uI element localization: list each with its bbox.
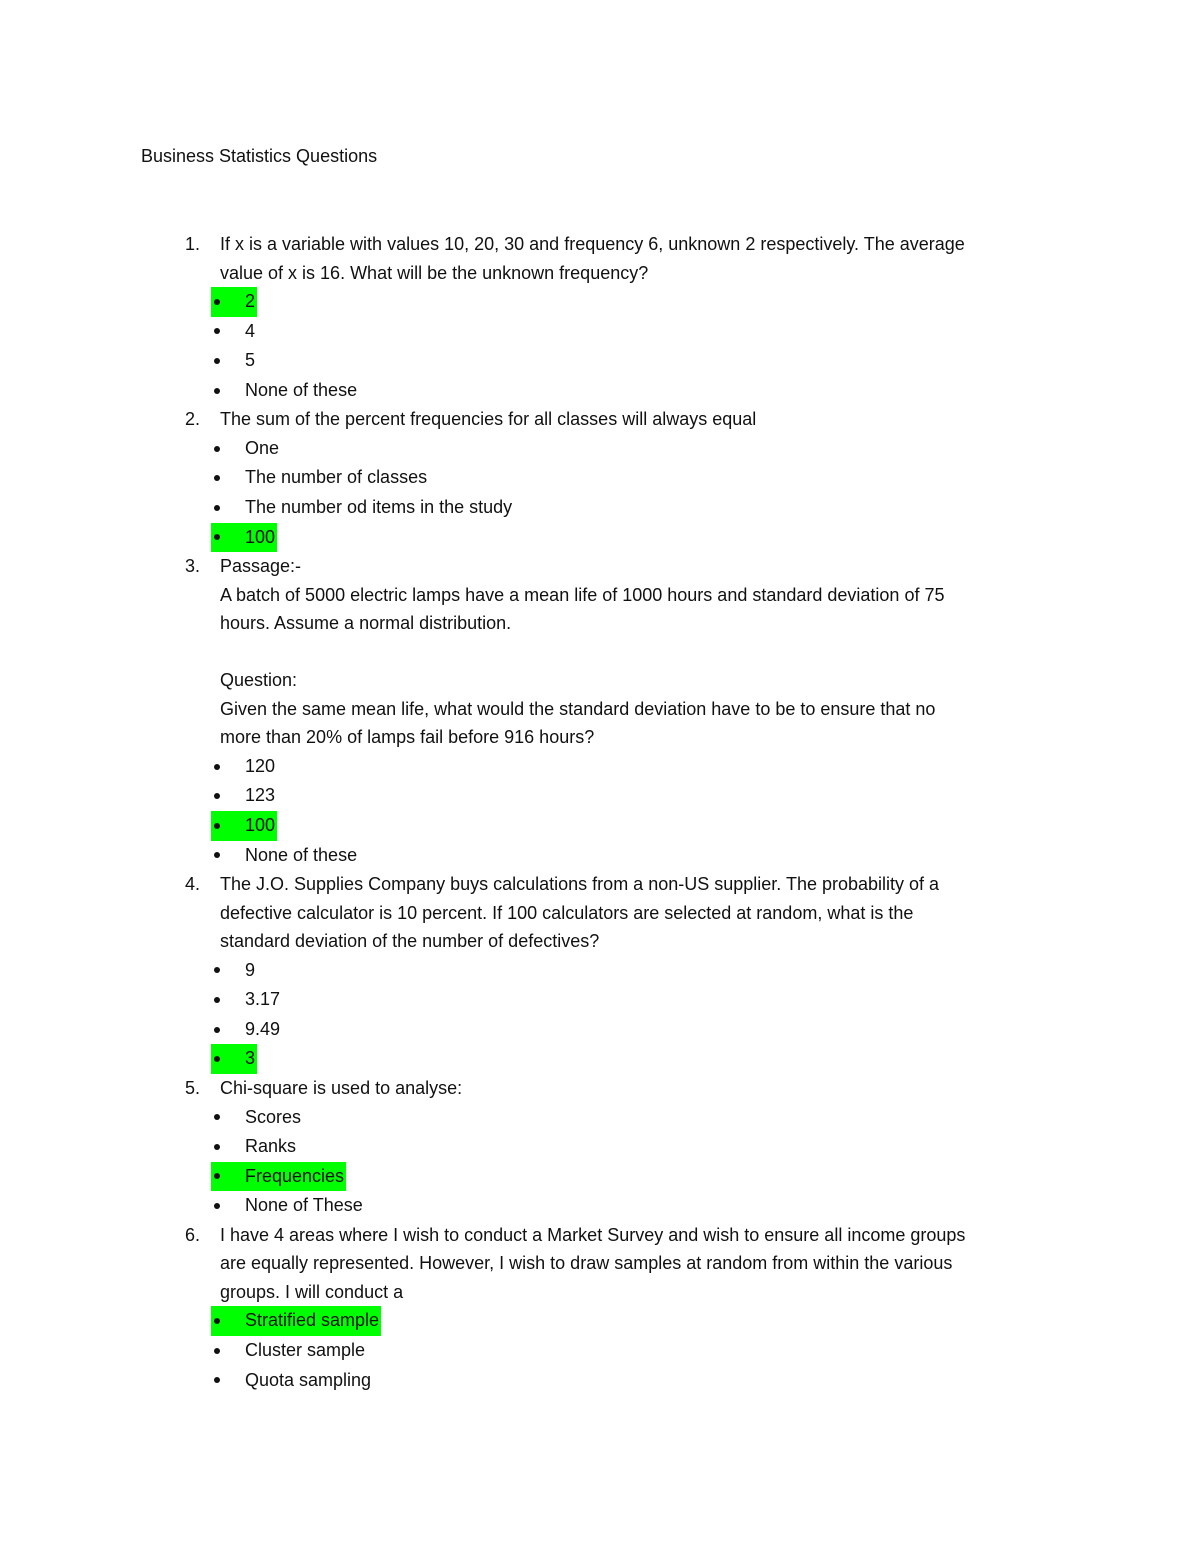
question-6: [141, 1221, 1041, 1395]
bullet-icon: [214, 299, 220, 305]
option-label: Stratified sample: [245, 1310, 380, 1331]
question-number: 4.: [185, 874, 201, 895]
answer-option: [141, 1015, 1041, 1045]
answer-options: [220, 956, 1041, 1074]
question-text-line: groups. I will conduct a: [220, 1281, 404, 1302]
question-text-line: If x is a variable with values 10, 20, 30 and frequency 6, unknown 2 respectively. The average: [220, 234, 965, 254]
option-content: [211, 376, 359, 406]
bullet-icon: [214, 328, 220, 334]
option-label: Cluster sample: [245, 1339, 366, 1360]
option-content: [211, 346, 257, 376]
option-content: [211, 493, 514, 523]
bullet-icon: [214, 997, 220, 1003]
option-label: None of these: [245, 379, 358, 400]
answer-options: [220, 434, 1041, 552]
question-text-line: Given the same mean life, what would the standard deviation have to be to ensure that no: [220, 698, 936, 719]
answer-option: [141, 781, 1041, 811]
answer-option: [141, 841, 1041, 871]
option-content: [211, 841, 359, 871]
option-content: [211, 1336, 367, 1366]
bullet-icon: [214, 388, 220, 394]
bullet-icon: [214, 446, 220, 452]
bullet-icon: [214, 505, 220, 511]
option-content: [211, 1366, 373, 1396]
question-text: [220, 405, 1041, 434]
option-content: [211, 1103, 303, 1133]
question-4: [141, 870, 1041, 1074]
option-label: None of these: [245, 844, 358, 865]
bullet-icon: [214, 1377, 220, 1383]
option-content: [211, 1132, 298, 1162]
question-text-line: I have 4 areas where I wish to conduct a Market Survey and wish to ensure all income groups: [220, 1224, 966, 1245]
question-text-line: Passage:-: [220, 556, 302, 577]
answer-option: [141, 493, 1041, 523]
question-3: [141, 552, 1041, 870]
answer-option-correct: [141, 811, 1041, 841]
option-label: Quota sampling: [245, 1369, 372, 1390]
bullet-icon: [214, 1144, 220, 1150]
bullet-icon: [214, 793, 220, 799]
option-content: [211, 523, 277, 553]
option-label: Scores: [245, 1106, 302, 1127]
option-label: 100: [245, 526, 276, 547]
bullet-icon: [214, 358, 220, 364]
option-label: One: [245, 437, 280, 458]
option-content: [211, 752, 277, 782]
question-text-line: The J.O. Supplies Company buys calculations from a non-US supplier. The probability of a: [220, 874, 940, 895]
option-label: Ranks: [245, 1136, 297, 1157]
question-text: [220, 870, 1041, 956]
question-text-line: more than 20% of lamps fail before 916 hours?: [220, 727, 595, 748]
question-text: [220, 552, 1041, 752]
answer-option: [141, 346, 1041, 376]
bullet-icon: [214, 1027, 220, 1033]
question-text: [220, 1074, 1041, 1103]
answer-option-correct: [141, 1162, 1041, 1192]
option-content: [211, 811, 277, 841]
question-list: [141, 230, 1041, 1395]
question-text-line: The sum of the percent frequencies for all classes will always equal: [220, 409, 757, 430]
answer-option-correct: [141, 287, 1041, 317]
answer-option: [141, 1191, 1041, 1221]
answer-option: [141, 985, 1041, 1015]
answer-option-correct: [141, 523, 1041, 553]
question-1: [141, 230, 1041, 405]
answer-option: [141, 1103, 1041, 1133]
option-label: 9: [245, 959, 256, 980]
option-content: [211, 287, 257, 317]
option-content: [211, 1015, 282, 1045]
answer-options: [220, 1306, 1041, 1395]
bullet-icon: [214, 1318, 220, 1324]
bullet-icon: [214, 967, 220, 973]
option-label: 4: [245, 320, 256, 341]
question-number: 5.: [185, 1078, 201, 1098]
option-label: None of These: [245, 1195, 363, 1216]
question-text: [220, 1221, 1041, 1307]
bullet-icon: [214, 852, 220, 858]
question-5: [141, 1074, 1041, 1221]
answer-option: [141, 1366, 1041, 1396]
option-label: 9.49: [245, 1018, 281, 1039]
answer-option: [141, 752, 1041, 782]
question-text-line: defective calculator is 10 percent. If 100 calculators are selected at random, what is the: [220, 902, 914, 923]
option-content: [211, 985, 282, 1015]
bullet-icon: [214, 823, 220, 829]
option-content: [211, 434, 281, 464]
question-text-line: hours. Assume a normal distribution.: [220, 613, 512, 634]
bullet-icon: [214, 1173, 220, 1179]
answer-option: [141, 1132, 1041, 1162]
option-label: 123: [245, 785, 276, 806]
question-text-line: Question:: [220, 670, 298, 691]
question-number: 6.: [185, 1224, 201, 1245]
option-content: [211, 1044, 257, 1074]
option-content: [211, 317, 257, 347]
answer-option: [141, 317, 1041, 347]
answer-options: [220, 287, 1041, 405]
answer-option: [141, 463, 1041, 493]
question-text-line: A batch of 5000 electric lamps have a mean life of 1000 hours and standard deviation of 75: [220, 584, 945, 605]
bullet-icon: [214, 764, 220, 770]
bullet-icon: [214, 1114, 220, 1120]
option-label: 120: [245, 755, 276, 776]
question-2: [141, 405, 1041, 552]
answer-option: [141, 1336, 1041, 1366]
answer-options: [220, 752, 1041, 870]
question-text-line: Chi-square is used to analyse:: [220, 1078, 463, 1098]
bullet-icon: [214, 1203, 220, 1209]
option-label: Frequencies: [245, 1165, 345, 1186]
option-content: [211, 1162, 346, 1192]
option-content: [211, 1306, 381, 1336]
option-content: [211, 956, 257, 986]
blank-line: [220, 638, 1041, 667]
answer-option-correct: [141, 1306, 1041, 1336]
question-text-line: are equally represented. However, I wish to draw samples at random from within the various: [220, 1253, 953, 1274]
answer-options: [220, 1103, 1041, 1221]
bullet-icon: [214, 1348, 220, 1354]
option-label: 2: [245, 291, 256, 311]
question-text-line: value of x is 16. What will be the unknown frequency?: [220, 262, 649, 283]
answer-option: [141, 434, 1041, 464]
bullet-icon: [214, 475, 220, 481]
option-content: [211, 781, 277, 811]
question-text: [220, 230, 1041, 287]
question-number: 1.: [185, 234, 201, 254]
document-title: Business Statistics Questions: [141, 146, 378, 166]
bullet-icon: [214, 1056, 220, 1062]
option-label: 100: [245, 814, 276, 835]
option-label: 3.17: [245, 989, 281, 1010]
option-content: [211, 463, 429, 493]
option-label: 3: [245, 1048, 256, 1069]
option-label: The number od items in the study: [245, 497, 513, 518]
option-label: The number of classes: [245, 467, 428, 488]
question-text-line: standard deviation of the number of defectives?: [220, 931, 600, 952]
answer-option-correct: [141, 1044, 1041, 1074]
option-content: [211, 1191, 365, 1221]
answer-option: [141, 956, 1041, 986]
question-number: 2.: [185, 409, 201, 430]
answer-option: [141, 376, 1041, 406]
bullet-icon: [214, 534, 220, 540]
question-number: 3.: [185, 556, 201, 577]
option-label: 5: [245, 350, 256, 371]
